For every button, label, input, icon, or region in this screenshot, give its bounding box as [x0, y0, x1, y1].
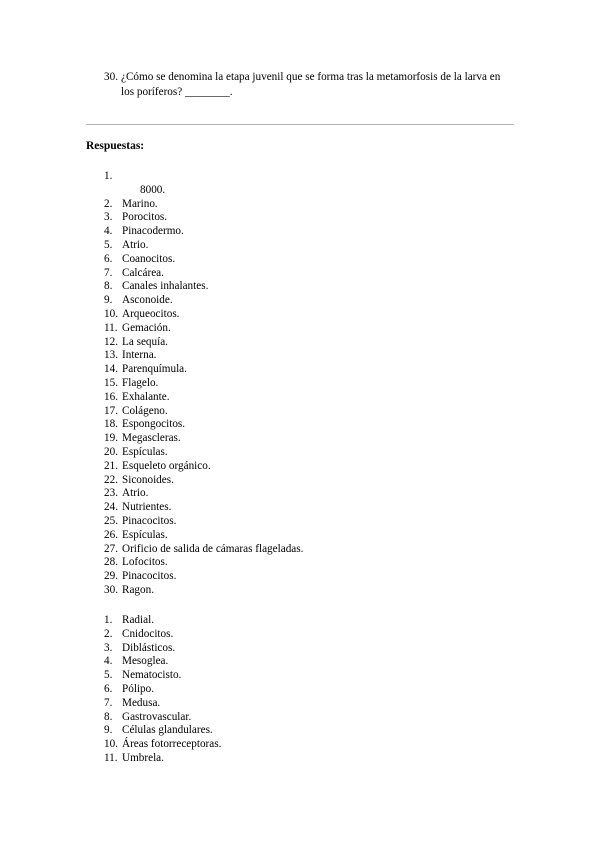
answer-text: Canales inhalantes. — [122, 280, 209, 293]
answer-text: Gastrovascular. — [122, 710, 192, 723]
answer-item — [104, 211, 303, 225]
answer-number: 10. — [104, 738, 118, 751]
answer-number: 8. — [104, 710, 113, 723]
answer-number: 5. — [104, 238, 113, 251]
answer-item — [104, 349, 303, 363]
answer-number: 23. — [104, 487, 118, 500]
answer-number: 6. — [104, 682, 113, 695]
answer-number: 12. — [104, 335, 118, 348]
answer-number: 21. — [104, 459, 118, 472]
answer-text: Siconoides. — [122, 473, 174, 486]
answer-item — [104, 460, 303, 474]
answer-item — [104, 184, 303, 198]
answer-number: 11. — [104, 321, 118, 334]
answer-text: Umbrela. — [122, 751, 164, 764]
answer-text: Radial. — [122, 614, 155, 626]
answer-number: 18. — [104, 418, 118, 431]
answer-item — [104, 556, 303, 570]
answer-text: Pinacodermo. — [122, 225, 184, 238]
answers-list-porifera — [104, 170, 303, 598]
answer-number: 22. — [104, 473, 118, 486]
answer-number: 28. — [104, 556, 118, 569]
answer-number: 9. — [104, 724, 113, 737]
answer-text: Orificio de salida de cámaras flageladas. — [122, 542, 304, 555]
answer-item — [104, 642, 221, 656]
answer-text: Gemación. — [122, 321, 171, 334]
answer-number: 13. — [104, 349, 118, 362]
answer-item — [104, 655, 221, 669]
answer-text: Exhalante. — [122, 390, 170, 403]
answer-item — [104, 253, 303, 267]
answer-item — [104, 391, 303, 405]
answer-item — [104, 738, 221, 752]
answer-text: Parenquímula. — [122, 363, 187, 376]
answer-item — [104, 308, 303, 322]
answer-number: 7. — [104, 696, 113, 709]
answer-item — [104, 752, 221, 766]
answer-text: Diblásticos. — [122, 641, 176, 654]
answer-item — [104, 432, 303, 446]
answer-item — [104, 683, 221, 697]
answer-text: Marino. — [122, 197, 158, 210]
answer-item — [104, 487, 303, 501]
answer-item — [104, 363, 303, 377]
answer-text: Pólipo. — [122, 682, 155, 695]
answers-list-cnidaria — [104, 614, 221, 766]
answer-number: 11. — [104, 751, 118, 764]
answer-item — [104, 336, 303, 350]
answer-number: 27. — [104, 542, 118, 555]
divider — [86, 124, 514, 125]
answer-text: Porocitos. — [122, 211, 168, 224]
answer-text: Mesoglea. — [122, 655, 169, 668]
answer-item — [104, 501, 303, 515]
question-text: ¿Cómo se denomina la etapa juvenil que se forma tras la metamorfosis de la larva en los poríferos? ________. — [121, 71, 501, 98]
answer-number: 30. — [104, 583, 118, 596]
answer-item — [104, 584, 303, 598]
answer-text: Pinacocitos. — [122, 570, 177, 583]
answer-item — [104, 294, 303, 308]
answer-text: Cnidocitos. — [122, 627, 174, 640]
answer-item — [104, 322, 303, 336]
answer-item — [104, 515, 303, 529]
answer-number: 20. — [104, 445, 118, 458]
answer-number: 4. — [104, 655, 113, 668]
answer-item — [104, 405, 303, 419]
answer-item — [104, 724, 221, 738]
answer-text: Medusa. — [122, 696, 161, 709]
answer-text: Calcárea. — [122, 266, 164, 279]
answer-item — [104, 711, 221, 725]
answer-number: 17. — [104, 404, 118, 417]
answer-item — [104, 543, 303, 557]
answer-item — [104, 239, 303, 253]
answer-text: 8000. — [140, 183, 166, 196]
answer-number: 3. — [104, 641, 113, 654]
answer-text: Esqueleto orgánico. — [122, 459, 211, 472]
answer-item — [104, 418, 303, 432]
answer-text: Megascleras. — [122, 432, 181, 445]
answer-number: 26. — [104, 528, 118, 541]
answer-text: Pinacocitos. — [122, 514, 177, 527]
answer-text: La sequía. — [122, 335, 168, 348]
answer-number: 9. — [104, 294, 113, 307]
answer-text: Ragon. — [122, 583, 155, 596]
answer-text: Flagelo. — [122, 376, 159, 389]
answers-heading: Respuestas: — [86, 140, 145, 152]
answer-text: Arqueocitos. — [122, 307, 180, 320]
question-number: 30. — [104, 71, 118, 83]
answer-number: 1. — [104, 170, 113, 182]
answer-text: Lofocitos. — [122, 556, 168, 569]
answer-item — [104, 267, 303, 281]
answer-item — [104, 570, 303, 584]
answer-item — [104, 170, 303, 184]
answer-item — [104, 225, 303, 239]
answer-text: Interna. — [122, 349, 157, 362]
answer-text: Atrio. — [122, 238, 149, 251]
answer-number: 14. — [104, 363, 118, 376]
answer-number: 16. — [104, 390, 118, 403]
answer-number: 25. — [104, 514, 118, 527]
answer-text: Asconoide. — [122, 294, 173, 307]
answer-text: Atrio. — [122, 487, 149, 500]
answer-number: 8. — [104, 280, 113, 293]
answer-number: 10. — [104, 307, 118, 320]
answer-item — [104, 669, 221, 683]
answer-text: Espículas. — [122, 445, 168, 458]
answer-item — [104, 446, 303, 460]
answer-number: 19. — [104, 432, 118, 445]
answer-number: 29. — [104, 570, 118, 583]
answer-item — [104, 614, 221, 628]
answer-number: 6. — [104, 252, 113, 265]
question-30 — [104, 70, 504, 100]
answer-text: Colágeno. — [122, 404, 168, 417]
answer-text: Áreas fotorreceptoras. — [122, 738, 222, 751]
answer-item — [104, 529, 303, 543]
answer-number: 15. — [104, 376, 118, 389]
answer-number: 1. — [104, 614, 113, 626]
answer-text: Células glandulares. — [122, 724, 213, 737]
answer-text: Espongocitos. — [122, 418, 186, 431]
answer-text: Nematocisto. — [122, 669, 182, 682]
answer-text: Espículas. — [122, 528, 168, 541]
answer-item — [104, 280, 303, 294]
answer-item — [104, 628, 221, 642]
answer-number: 4. — [104, 225, 113, 238]
answer-number: 3. — [104, 211, 113, 224]
answer-number: 7. — [104, 266, 113, 279]
answer-item — [104, 198, 303, 212]
answer-item — [104, 697, 221, 711]
answer-text: Nutrientes. — [122, 501, 172, 514]
answer-item — [104, 377, 303, 391]
answer-text: Coanocitos. — [122, 252, 176, 265]
answer-number: 2. — [104, 197, 113, 210]
answer-item — [104, 474, 303, 488]
answer-number: 24. — [104, 501, 118, 514]
answer-number: 2. — [104, 627, 113, 640]
answer-number: 5. — [104, 669, 113, 682]
